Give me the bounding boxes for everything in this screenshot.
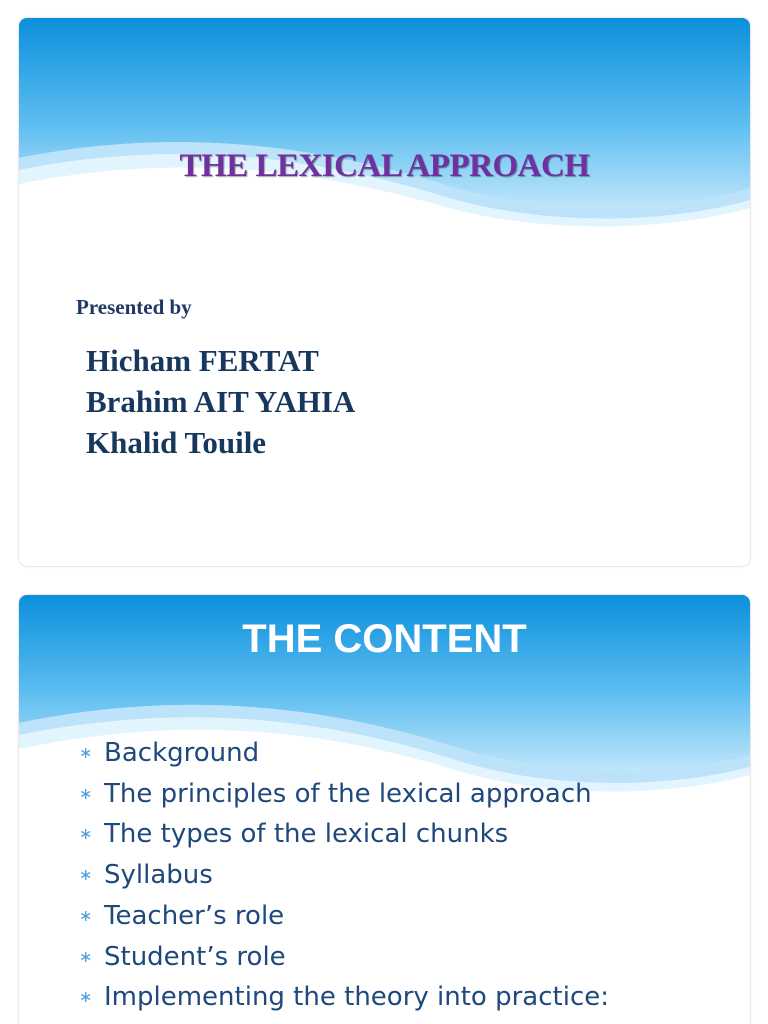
asterisk-bullet-icon: ∗: [79, 783, 93, 803]
asterisk-bullet-icon: ∗: [79, 946, 93, 966]
asterisk-bullet-icon: ∗: [79, 905, 93, 925]
list-item-text: Background: [104, 738, 260, 768]
asterisk-bullet-icon: ∗: [79, 865, 93, 885]
list-item: [79, 774, 609, 815]
presenter-list: [86, 340, 355, 463]
list-item-text: The principles of the lexical approach: [104, 778, 592, 809]
slide-title: THE CONTENT: [242, 617, 527, 661]
presenter-name: Brahim AIT YAHIA: [86, 384, 356, 419]
content-list: [79, 733, 609, 1018]
list-item: [79, 896, 609, 937]
asterisk-bullet-icon: ∗: [79, 987, 93, 1007]
wave-header-background: [19, 18, 750, 248]
list-item-text: Student’s role: [104, 941, 286, 972]
asterisk-bullet-icon: ∗: [79, 824, 93, 844]
list-item: [79, 814, 609, 855]
list-item-text: The types of the lexical chunks: [104, 819, 509, 850]
presented-by-label: Presented by: [76, 295, 192, 319]
list-item: [79, 937, 609, 978]
asterisk-bullet-icon: ∗: [79, 743, 93, 762]
list-item: [79, 855, 609, 896]
slide-1: [19, 18, 750, 566]
slide-2: [19, 595, 750, 1024]
list-item: [79, 733, 609, 774]
list-item-text: Implementing the theory into practice:: [104, 982, 609, 1013]
slide-title: THE LEXICAL APPROACH: [179, 148, 590, 184]
list-item-text: Teacher’s role: [104, 900, 285, 931]
presenter-name: Khalid Touile: [86, 425, 267, 460]
list-item: [79, 977, 609, 1018]
presenter-name: Hicham FERTAT: [86, 343, 319, 378]
list-item-text: Syllabus: [104, 860, 213, 891]
